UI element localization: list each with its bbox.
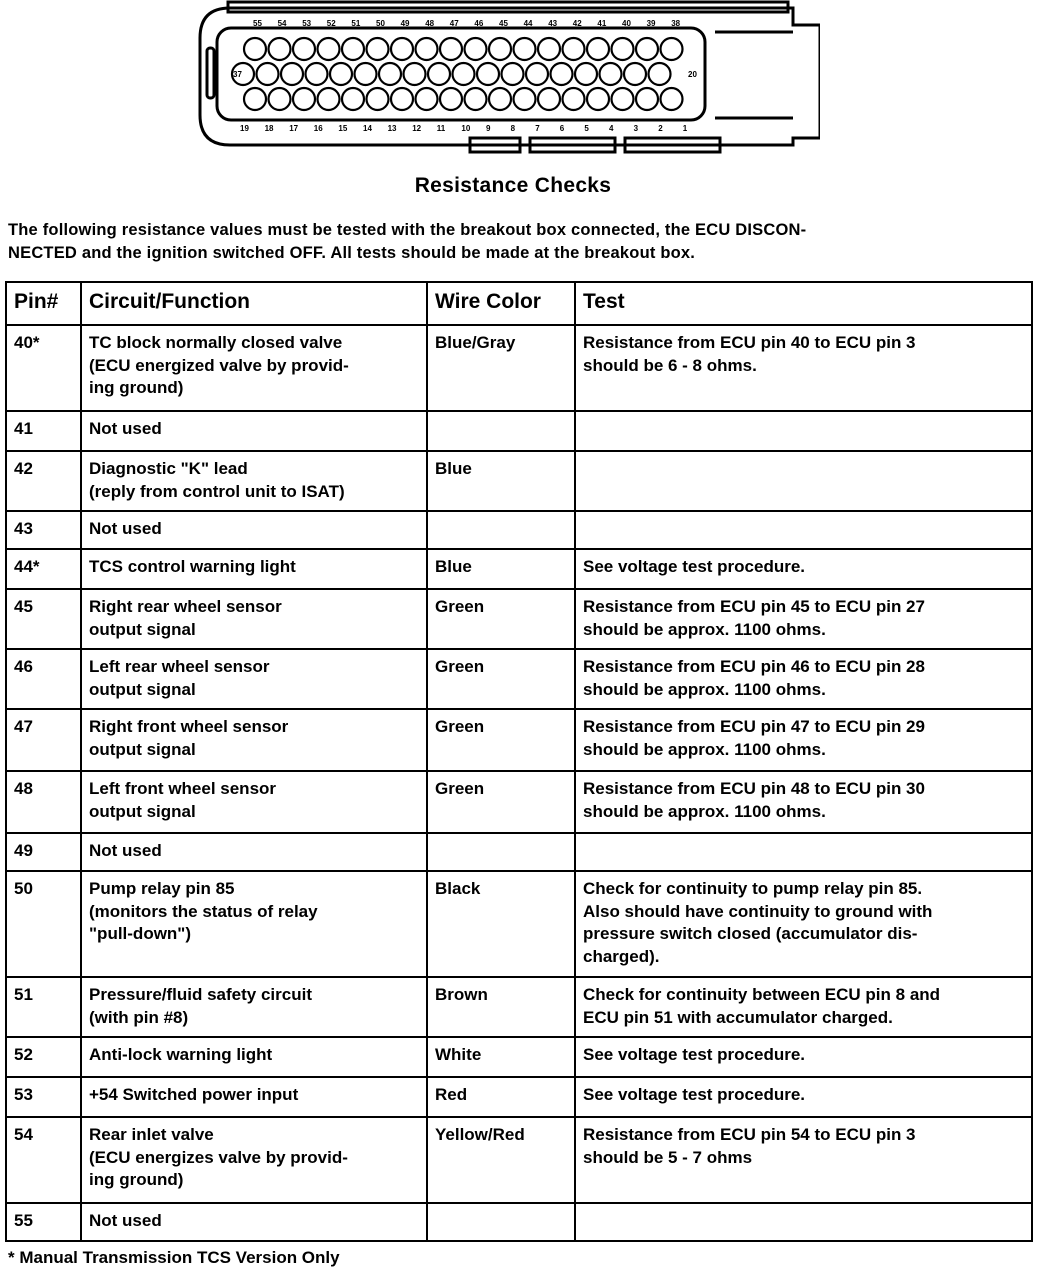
connector-pin	[502, 63, 524, 85]
cell-pin: 49	[6, 833, 81, 871]
table-row	[6, 871, 1032, 977]
connector-pin	[306, 63, 328, 85]
connector-bottom-pin-label: 11	[436, 124, 446, 133]
cell-test	[575, 833, 1032, 871]
cell-test	[575, 1203, 1032, 1241]
cell-pin: 42	[6, 451, 81, 511]
cell-wire-color	[427, 411, 575, 451]
connector-bottom-pin-label: 4	[609, 124, 614, 133]
cell-wire-color: Blue	[427, 451, 575, 511]
connector-pin	[293, 88, 315, 110]
cell-function: +54 Switched power input	[81, 1077, 427, 1117]
connector-pin	[636, 88, 658, 110]
connector-pin	[416, 38, 438, 60]
table-row	[6, 709, 1032, 771]
cell-test: Resistance from ECU pin 46 to ECU pin 28 should be approx. 1100 ohms.	[575, 649, 1032, 709]
connector-top-pin-label: 45	[499, 19, 508, 28]
connector-bottom-pin-label: 5	[584, 124, 589, 133]
connector-top-pin-label: 43	[548, 19, 558, 28]
connector-bottom-pin-label: 6	[559, 124, 565, 133]
cell-test: See voltage test procedure.	[575, 549, 1032, 589]
connector-bottom-pin-label: 3	[633, 124, 639, 133]
cell-test: See voltage test procedure.	[575, 1037, 1032, 1077]
cell-test: Check for continuity to pump relay pin 85. Also should have continuity to ground with pressure switch closed (accumulator dis- charged).	[575, 871, 1032, 977]
connector-top-pin-label: 38	[671, 19, 681, 28]
connector-top-pin-label: 49	[400, 19, 410, 28]
connector-pin	[649, 63, 671, 85]
connector-top-pin-label: 52	[326, 19, 336, 28]
connector-pin	[269, 88, 291, 110]
connector-bottom-pin-label: 14	[363, 124, 372, 133]
connector-bottom-pin-label: 17	[289, 124, 299, 133]
cell-wire-color: Brown	[427, 977, 575, 1037]
connector-pin	[440, 38, 462, 60]
connector-bottom-pin-label: 10	[461, 124, 471, 133]
cell-pin: 41	[6, 411, 81, 451]
connector-pin	[367, 88, 389, 110]
cell-pin: 50	[6, 871, 81, 977]
cell-pin: 53	[6, 1077, 81, 1117]
connector-pin	[342, 88, 364, 110]
connector-pin	[489, 38, 511, 60]
connector-top-pin-label: 46	[474, 19, 484, 28]
cell-wire-color: Yellow/Red	[427, 1117, 575, 1203]
table-row	[6, 511, 1032, 549]
connector-pin	[538, 38, 560, 60]
connector-pin	[612, 88, 634, 110]
cell-function: Anti-lock warning light	[81, 1037, 427, 1077]
connector-pin	[281, 63, 303, 85]
table-row	[6, 411, 1032, 451]
connector-bottom-pin-label: 16	[313, 124, 323, 133]
cell-function: Not used	[81, 411, 427, 451]
connector-bottom-pin-label: 9	[486, 124, 491, 133]
cell-pin: 47	[6, 709, 81, 771]
cell-function: Right rear wheel sensor output signal	[81, 589, 427, 649]
connector-bottom-pin-label: 19	[240, 124, 249, 133]
cell-function: TCS control warning light	[81, 549, 427, 589]
table-row	[6, 1117, 1032, 1203]
connector-pin	[330, 63, 352, 85]
connector-bottom-pin-label: 8	[510, 124, 516, 133]
cell-function: Left front wheel sensor output signal	[81, 771, 427, 833]
cell-function: TC block normally closed valve (ECU energized valve by provid- ing ground)	[81, 325, 427, 411]
cell-test: Resistance from ECU pin 45 to ECU pin 27 should be approx. 1100 ohms.	[575, 589, 1032, 649]
connector-pin	[416, 88, 438, 110]
table-row	[6, 549, 1032, 589]
cell-pin: 54	[6, 1117, 81, 1203]
connector-pin	[477, 63, 499, 85]
connector-pin	[514, 38, 536, 60]
connector-bottom-pin-label: 15	[338, 124, 348, 133]
connector-pin	[391, 88, 413, 110]
cell-test: Check for continuity between ECU pin 8 and ECU pin 51 with accumulator charged.	[575, 977, 1032, 1037]
table-row	[6, 451, 1032, 511]
cell-test: Resistance from ECU pin 40 to ECU pin 3 should be 6 - 8 ohms.	[575, 325, 1032, 411]
connector-top-pin-label: 47	[449, 19, 459, 28]
cell-test	[575, 411, 1032, 451]
cell-function: Pump relay pin 85 (monitors the status of relay "pull-down")	[81, 871, 427, 977]
cell-test	[575, 451, 1032, 511]
connector-pin	[563, 88, 585, 110]
cell-wire-color: Red	[427, 1077, 575, 1117]
cell-function: Pressure/fluid safety circuit (with pin #8)	[81, 977, 427, 1037]
connector-top-pin-label: 51	[351, 19, 361, 28]
cell-wire-color: Black	[427, 871, 575, 977]
cell-pin: 43	[6, 511, 81, 549]
cell-function: Left rear wheel sensor output signal	[81, 649, 427, 709]
header-wire-color: Wire Color	[427, 282, 575, 325]
connector-top-pin-label: 44	[523, 19, 533, 28]
cell-wire-color: Green	[427, 771, 575, 833]
cell-test: Resistance from ECU pin 48 to ECU pin 30 should be approx. 1100 ohms.	[575, 771, 1032, 833]
connector-bottom-pin-label: 1	[682, 124, 688, 133]
cell-pin: 44*	[6, 549, 81, 589]
cell-wire-color: Green	[427, 709, 575, 771]
table-row	[6, 771, 1032, 833]
connector-top-pin-label: 40	[622, 19, 631, 28]
connector-pin	[526, 63, 548, 85]
table-row	[6, 833, 1032, 871]
cell-function: Diagnostic "K" lead (reply from control unit to ISAT)	[81, 451, 427, 511]
connector-pin	[440, 88, 462, 110]
cell-function: Rear inlet valve (ECU energizes valve by provid- ing ground)	[81, 1117, 427, 1203]
resistance-table	[5, 281, 1033, 1242]
header-function: Circuit/Function	[81, 282, 427, 325]
table-row	[6, 1077, 1032, 1117]
table-row	[6, 325, 1032, 411]
footnote: * Manual Transmission TCS Version Only	[8, 1248, 340, 1267]
connector-pin	[538, 88, 560, 110]
connector-pin	[624, 63, 646, 85]
cell-function: Not used	[81, 833, 427, 871]
page-title: Resistance Checks	[414, 174, 612, 197]
connector-pin	[355, 63, 377, 85]
connector-pin	[244, 88, 266, 110]
connector-top-pin-label: 48	[425, 19, 435, 28]
cell-pin: 46	[6, 649, 81, 709]
connector-pin	[391, 38, 413, 60]
connector-pin	[257, 63, 279, 85]
connector-pin	[612, 38, 634, 60]
table-header-row	[6, 282, 1032, 325]
cell-pin: 45	[6, 589, 81, 649]
cell-wire-color: Green	[427, 589, 575, 649]
connector-pin	[465, 88, 487, 110]
connector-pin	[489, 88, 511, 110]
connector-top-pin-label: 55	[253, 19, 262, 28]
header-test: Test	[575, 282, 1032, 325]
connector-top-pin-label: 53	[302, 19, 312, 28]
connector-bottom-pin-label: 12	[412, 124, 422, 133]
cell-test	[575, 511, 1032, 549]
connector-top-pin-label: 54	[277, 19, 287, 28]
table-row	[6, 1037, 1032, 1077]
table-row	[6, 977, 1032, 1037]
connector-pin	[318, 88, 340, 110]
cell-pin: 52	[6, 1037, 81, 1077]
cell-wire-color	[427, 1203, 575, 1241]
cell-test: See voltage test procedure.	[575, 1077, 1032, 1117]
connector-pin	[587, 88, 609, 110]
connector-pin	[587, 38, 609, 60]
table-row	[6, 649, 1032, 709]
cell-pin: 40*	[6, 325, 81, 411]
connector-pin	[244, 38, 266, 60]
connector-right-label: 20	[688, 70, 697, 79]
cell-pin: 55	[6, 1203, 81, 1241]
cell-pin: 51	[6, 977, 81, 1037]
connector-pin	[367, 38, 389, 60]
cell-pin: 48	[6, 771, 81, 833]
cell-wire-color: Green	[427, 649, 575, 709]
cell-function: Not used	[81, 511, 427, 549]
connector-left-label: 37	[233, 70, 242, 79]
connector-pin	[551, 63, 573, 85]
connector-pin	[465, 38, 487, 60]
connector-top-pin-label: 42	[572, 19, 582, 28]
intro-paragraph: The following resistance values must be tested with the breakout box connected, the ECU DISCON- NECTED and the ignition switched OFF. All tests should be made at the breakout box.	[8, 221, 807, 262]
connector-pin	[575, 63, 597, 85]
connector-pin	[453, 63, 475, 85]
table-row	[6, 589, 1032, 649]
connector-pin	[600, 63, 622, 85]
connector-bottom-pin-label: 7	[535, 124, 540, 133]
cell-test: Resistance from ECU pin 54 to ECU pin 3 should be 5 - 7 ohms	[575, 1117, 1032, 1203]
cell-test: Resistance from ECU pin 47 to ECU pin 29 should be approx. 1100 ohms.	[575, 709, 1032, 771]
connector-pin	[661, 88, 683, 110]
header-pin: Pin#	[6, 282, 81, 325]
connector-top-pin-label: 39	[646, 19, 656, 28]
connector-pin	[379, 63, 401, 85]
cell-wire-color: White	[427, 1037, 575, 1077]
connector-top-pin-label: 50	[376, 19, 385, 28]
connector-pin	[342, 38, 364, 60]
connector-pin	[661, 38, 683, 60]
connector-pin	[514, 88, 536, 110]
connector-top-pin-label: 41	[597, 19, 607, 28]
cell-wire-color: Blue/Gray	[427, 325, 575, 411]
connector-bottom-pin-label: 2	[658, 124, 663, 133]
connector-pin	[269, 38, 291, 60]
connector-bottom-pin-label: 13	[387, 124, 397, 133]
connector-pin	[428, 63, 450, 85]
connector-pin	[293, 38, 315, 60]
connector-pin	[404, 63, 426, 85]
cell-wire-color	[427, 833, 575, 871]
cell-wire-color: Blue	[427, 549, 575, 589]
table-row	[6, 1203, 1032, 1241]
connector-pin	[318, 38, 340, 60]
ecu-connector-diagram	[195, 0, 820, 158]
connector-bottom-pin-label: 18	[264, 124, 274, 133]
cell-wire-color	[427, 511, 575, 549]
cell-function: Right front wheel sensor output signal	[81, 709, 427, 771]
connector-pin	[563, 38, 585, 60]
cell-function: Not used	[81, 1203, 427, 1241]
connector-pin	[636, 38, 658, 60]
